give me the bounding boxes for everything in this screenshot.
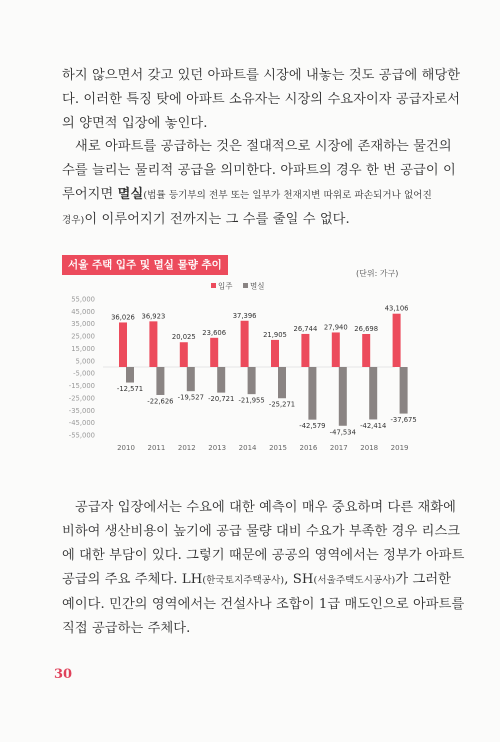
y-tick-label: 25,000 [71, 332, 95, 341]
x-tick-label: 2014 [238, 444, 257, 452]
text-line: 새로 아파트를 공급하는 것은 절대적으로 시장에 존재하는 물건의 [75, 139, 452, 154]
y-tick-label: -25,000 [68, 394, 95, 403]
x-tick-label: 2018 [360, 444, 379, 452]
bar-demolition [156, 367, 164, 395]
bar-move-in [271, 340, 279, 367]
y-tick-label: -5,000 [73, 369, 95, 378]
data-label-demolition: -25,271 [268, 400, 296, 409]
bar-demolition [217, 367, 225, 393]
bar-move-in [332, 332, 340, 367]
y-tick-label: 15,000 [71, 344, 95, 353]
data-label-demolition: -12,571 [116, 385, 144, 394]
data-label-move-in: 36,026 [111, 313, 135, 322]
data-label-demolition: -20,721 [208, 395, 235, 404]
text-line: 하지 않으면서 갖고 있던 아파트를 시장에 내놓는 것도 공급에 해당한 [62, 68, 461, 83]
bar-move-in [119, 322, 127, 367]
bar-demolition [278, 367, 286, 398]
text-line: 직접 공급하는 주체다. [62, 621, 191, 636]
bar-demolition [126, 367, 134, 383]
data-label-move-in: 37,396 [232, 311, 257, 320]
data-label-demolition: -42,579 [299, 422, 326, 431]
text-segment: 이 이루어지기 전까지는 그 수를 줄일 수 없다. [84, 212, 350, 227]
paragraph-supply [62, 135, 456, 233]
bar-move-in [362, 334, 370, 367]
data-label-move-in: 21,905 [263, 330, 287, 339]
text-segment: 루어지면 [62, 187, 118, 202]
x-tick-label: 2015 [269, 444, 287, 452]
x-tick-label: 2016 [299, 444, 318, 452]
text-line: 수를 늘리는 물리적 공급을 의미한다. 아파트의 경우 한 번 공급이 이 [62, 163, 456, 178]
legend-swatch [211, 283, 216, 288]
term-myeolsil: 멸실 [117, 187, 144, 202]
data-label-demolition: -22,626 [147, 397, 174, 406]
bar-demolition [248, 367, 256, 394]
y-tick-label: -45,000 [68, 419, 95, 428]
y-tick-label: 35,000 [71, 320, 95, 329]
data-label-demolition: -19,527 [177, 393, 204, 402]
x-tick-label: 2010 [117, 444, 135, 452]
legend-label: 멸실 [250, 281, 265, 291]
text-line [62, 208, 434, 233]
y-tick-label: -35,000 [68, 406, 95, 415]
text-line: 비하여 생산비용이 높기에 공급 물량 대비 수요가 부족한 경우 리스크 [62, 524, 461, 539]
text-segment: , SH [284, 572, 314, 587]
data-label-move-in: 27,940 [323, 323, 348, 332]
bar-demolition [369, 367, 377, 419]
text-segment: 가 그러한 [395, 572, 452, 587]
data-label-demolition: -37,675 [390, 416, 417, 425]
data-label-move-in: 23,606 [202, 328, 227, 337]
bar-demolition [400, 367, 408, 414]
data-label-move-in: 26,698 [354, 324, 379, 333]
legend-label: 입주 [218, 281, 233, 291]
paragraph-intro [62, 64, 461, 136]
y-tick-label: 45,000 [71, 307, 95, 316]
bar-move-in [393, 314, 401, 367]
text-line: 예이다. 민간의 영역에서는 건설사나 조합이 1급 매도인으로 아파트를 [62, 597, 465, 612]
chart-unit-label: (단위: 가구) [356, 269, 399, 278]
x-tick-label: 2011 [147, 444, 166, 452]
data-label-move-in: 36,923 [141, 312, 166, 321]
paragraph-supplier [62, 496, 465, 641]
bar-move-in [210, 338, 218, 367]
text-line: 에 대한 부담이 있다. 그렇기 때문에 공공의 영역에서는 정부가 아파트 [62, 548, 465, 563]
y-tick-label: -55,000 [68, 431, 95, 440]
text-line [62, 568, 452, 593]
y-tick-label: 5,000 [75, 357, 95, 366]
abbr-expansion: (서울주택도시공사) [313, 575, 396, 586]
page-number: 30 [54, 667, 73, 682]
term-definition: (법률 등기부의 전부 또는 일부가 천재지변 따위로 파손되거나 없어진 [143, 190, 432, 201]
bar-demolition [187, 367, 195, 391]
bar-move-in [180, 342, 188, 367]
term-definition-end: 경우) [62, 215, 85, 226]
text-line [62, 183, 434, 208]
data-label-demolition: -47,534 [329, 428, 356, 437]
bar-move-in [301, 334, 309, 367]
bar-move-in [241, 321, 249, 367]
abbr-expansion: (한국토지주택공사) [202, 575, 285, 586]
x-tick-label: 2012 [177, 444, 196, 452]
text-line: 공급자 입장에서는 수요에 대한 예측이 매우 중요하며 다른 재화에 [75, 500, 456, 515]
bar-chart [55, 280, 417, 460]
bar-move-in [149, 321, 157, 367]
data-label-move-in: 43,106 [384, 304, 409, 313]
text-line: 다. 이러한 특징 탓에 아파트 소유자는 시장의 수요자이자 공급자로서 [62, 92, 461, 107]
x-tick-label: 2013 [208, 444, 227, 452]
legend-swatch [243, 283, 248, 288]
data-label-demolition: -42,414 [360, 421, 387, 430]
data-label-demolition: -21,955 [238, 396, 265, 405]
chart-title: 서울 주택 입주 및 멸실 물량 추이 [62, 255, 228, 275]
x-tick-label: 2019 [390, 444, 409, 452]
text-line: 의 양면적 입장에 놓인다. [62, 116, 208, 131]
x-tick-label: 2017 [329, 444, 348, 452]
bar-demolition [339, 367, 347, 426]
text-segment: 공급의 주요 주체다. LH [62, 572, 203, 587]
data-label-move-in: 26,744 [293, 324, 318, 333]
data-label-move-in: 20,025 [171, 333, 196, 342]
y-tick-label: -15,000 [68, 382, 95, 391]
bar-demolition [308, 367, 316, 420]
y-tick-label: 55,000 [71, 295, 95, 304]
